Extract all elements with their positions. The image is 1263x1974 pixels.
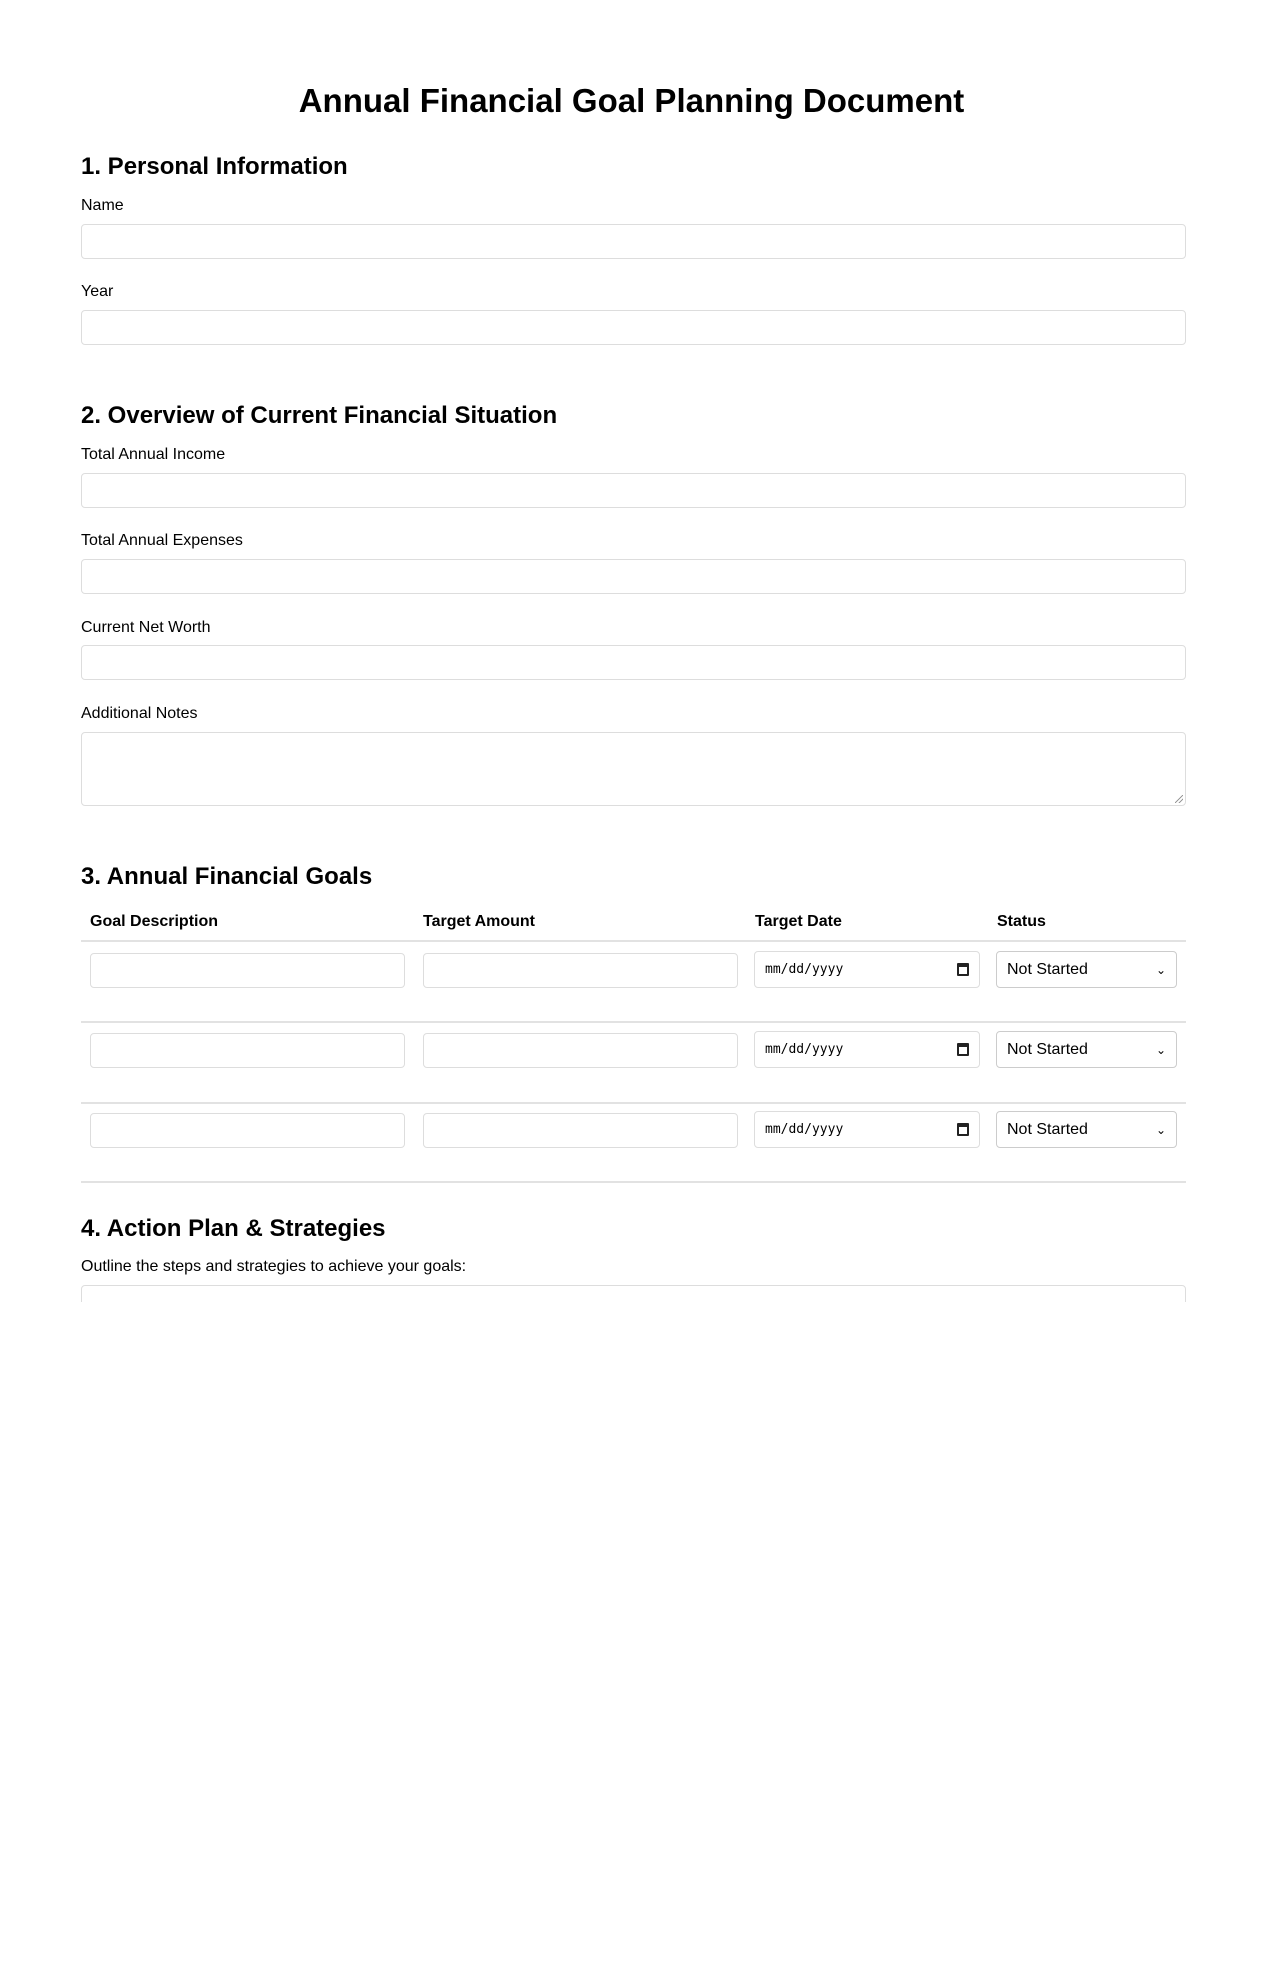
status-value: Not Started — [1007, 1120, 1088, 1138]
target-date-input[interactable] — [754, 951, 980, 988]
column-header: Status — [997, 913, 1046, 930]
resize-handle-icon[interactable] — [1175, 795, 1183, 803]
action-plan-textarea[interactable] — [81, 1285, 1186, 1302]
status-value: Not Started — [1007, 960, 1088, 978]
chevron-down-icon: ⌄ — [1155, 1042, 1166, 1057]
goal-description-input[interactable] — [90, 1033, 405, 1068]
goal-description-input[interactable] — [90, 1113, 405, 1148]
status-select[interactable] — [996, 1111, 1177, 1148]
networth-input[interactable] — [81, 645, 1186, 680]
status-select[interactable] — [996, 951, 1177, 988]
action-prompt: Outline the steps and strategies to achieve your goals: — [81, 1258, 467, 1275]
target-date-input[interactable] — [754, 1111, 980, 1148]
target-amount-input[interactable] — [423, 1113, 738, 1148]
expenses-label: Total Annual Expenses — [81, 532, 243, 549]
section-heading-overview: 2. Overview of Current Financial Situation — [81, 402, 558, 429]
column-header: Target Amount — [423, 913, 535, 930]
name-label: Name — [81, 197, 124, 214]
column-header: Target Date — [755, 913, 842, 930]
calendar-icon[interactable] — [957, 1123, 969, 1136]
date-placeholder: mm/dd/yyyy — [765, 1042, 844, 1057]
networth-label: Current Net Worth — [81, 619, 211, 636]
calendar-icon[interactable] — [957, 1043, 969, 1056]
status-select[interactable] — [996, 1031, 1177, 1068]
goal-description-input[interactable] — [90, 953, 405, 988]
target-date-input[interactable] — [754, 1031, 980, 1068]
name-input[interactable] — [81, 224, 1186, 259]
date-placeholder: mm/dd/yyyy — [765, 962, 844, 977]
income-label: Total Annual Income — [81, 446, 226, 463]
year-label: Year — [81, 283, 114, 300]
target-amount-input[interactable] — [423, 953, 738, 988]
notes-label: Additional Notes — [81, 705, 198, 722]
table-divider — [81, 940, 1186, 942]
status-value: Not Started — [1007, 1040, 1088, 1058]
income-input[interactable] — [81, 473, 1186, 508]
year-input[interactable] — [81, 310, 1186, 345]
section-heading-action: 4. Action Plan & Strategies — [81, 1215, 386, 1242]
table-divider — [81, 1021, 1186, 1023]
date-placeholder: mm/dd/yyyy — [765, 1122, 844, 1137]
table-divider — [81, 1102, 1186, 1104]
chevron-down-icon: ⌄ — [1155, 1122, 1166, 1137]
expenses-input[interactable] — [81, 559, 1186, 594]
calendar-icon[interactable] — [957, 963, 969, 976]
table-divider — [81, 1181, 1186, 1183]
page-title: Annual Financial Goal Planning Document — [298, 82, 965, 119]
section-heading-personal: 1. Personal Information — [81, 153, 348, 180]
chevron-down-icon: ⌄ — [1155, 962, 1166, 977]
target-amount-input[interactable] — [423, 1033, 738, 1068]
section-heading-goals: 3. Annual Financial Goals — [81, 863, 373, 890]
column-header: Goal Description — [90, 913, 219, 930]
notes-textarea[interactable] — [81, 732, 1186, 806]
